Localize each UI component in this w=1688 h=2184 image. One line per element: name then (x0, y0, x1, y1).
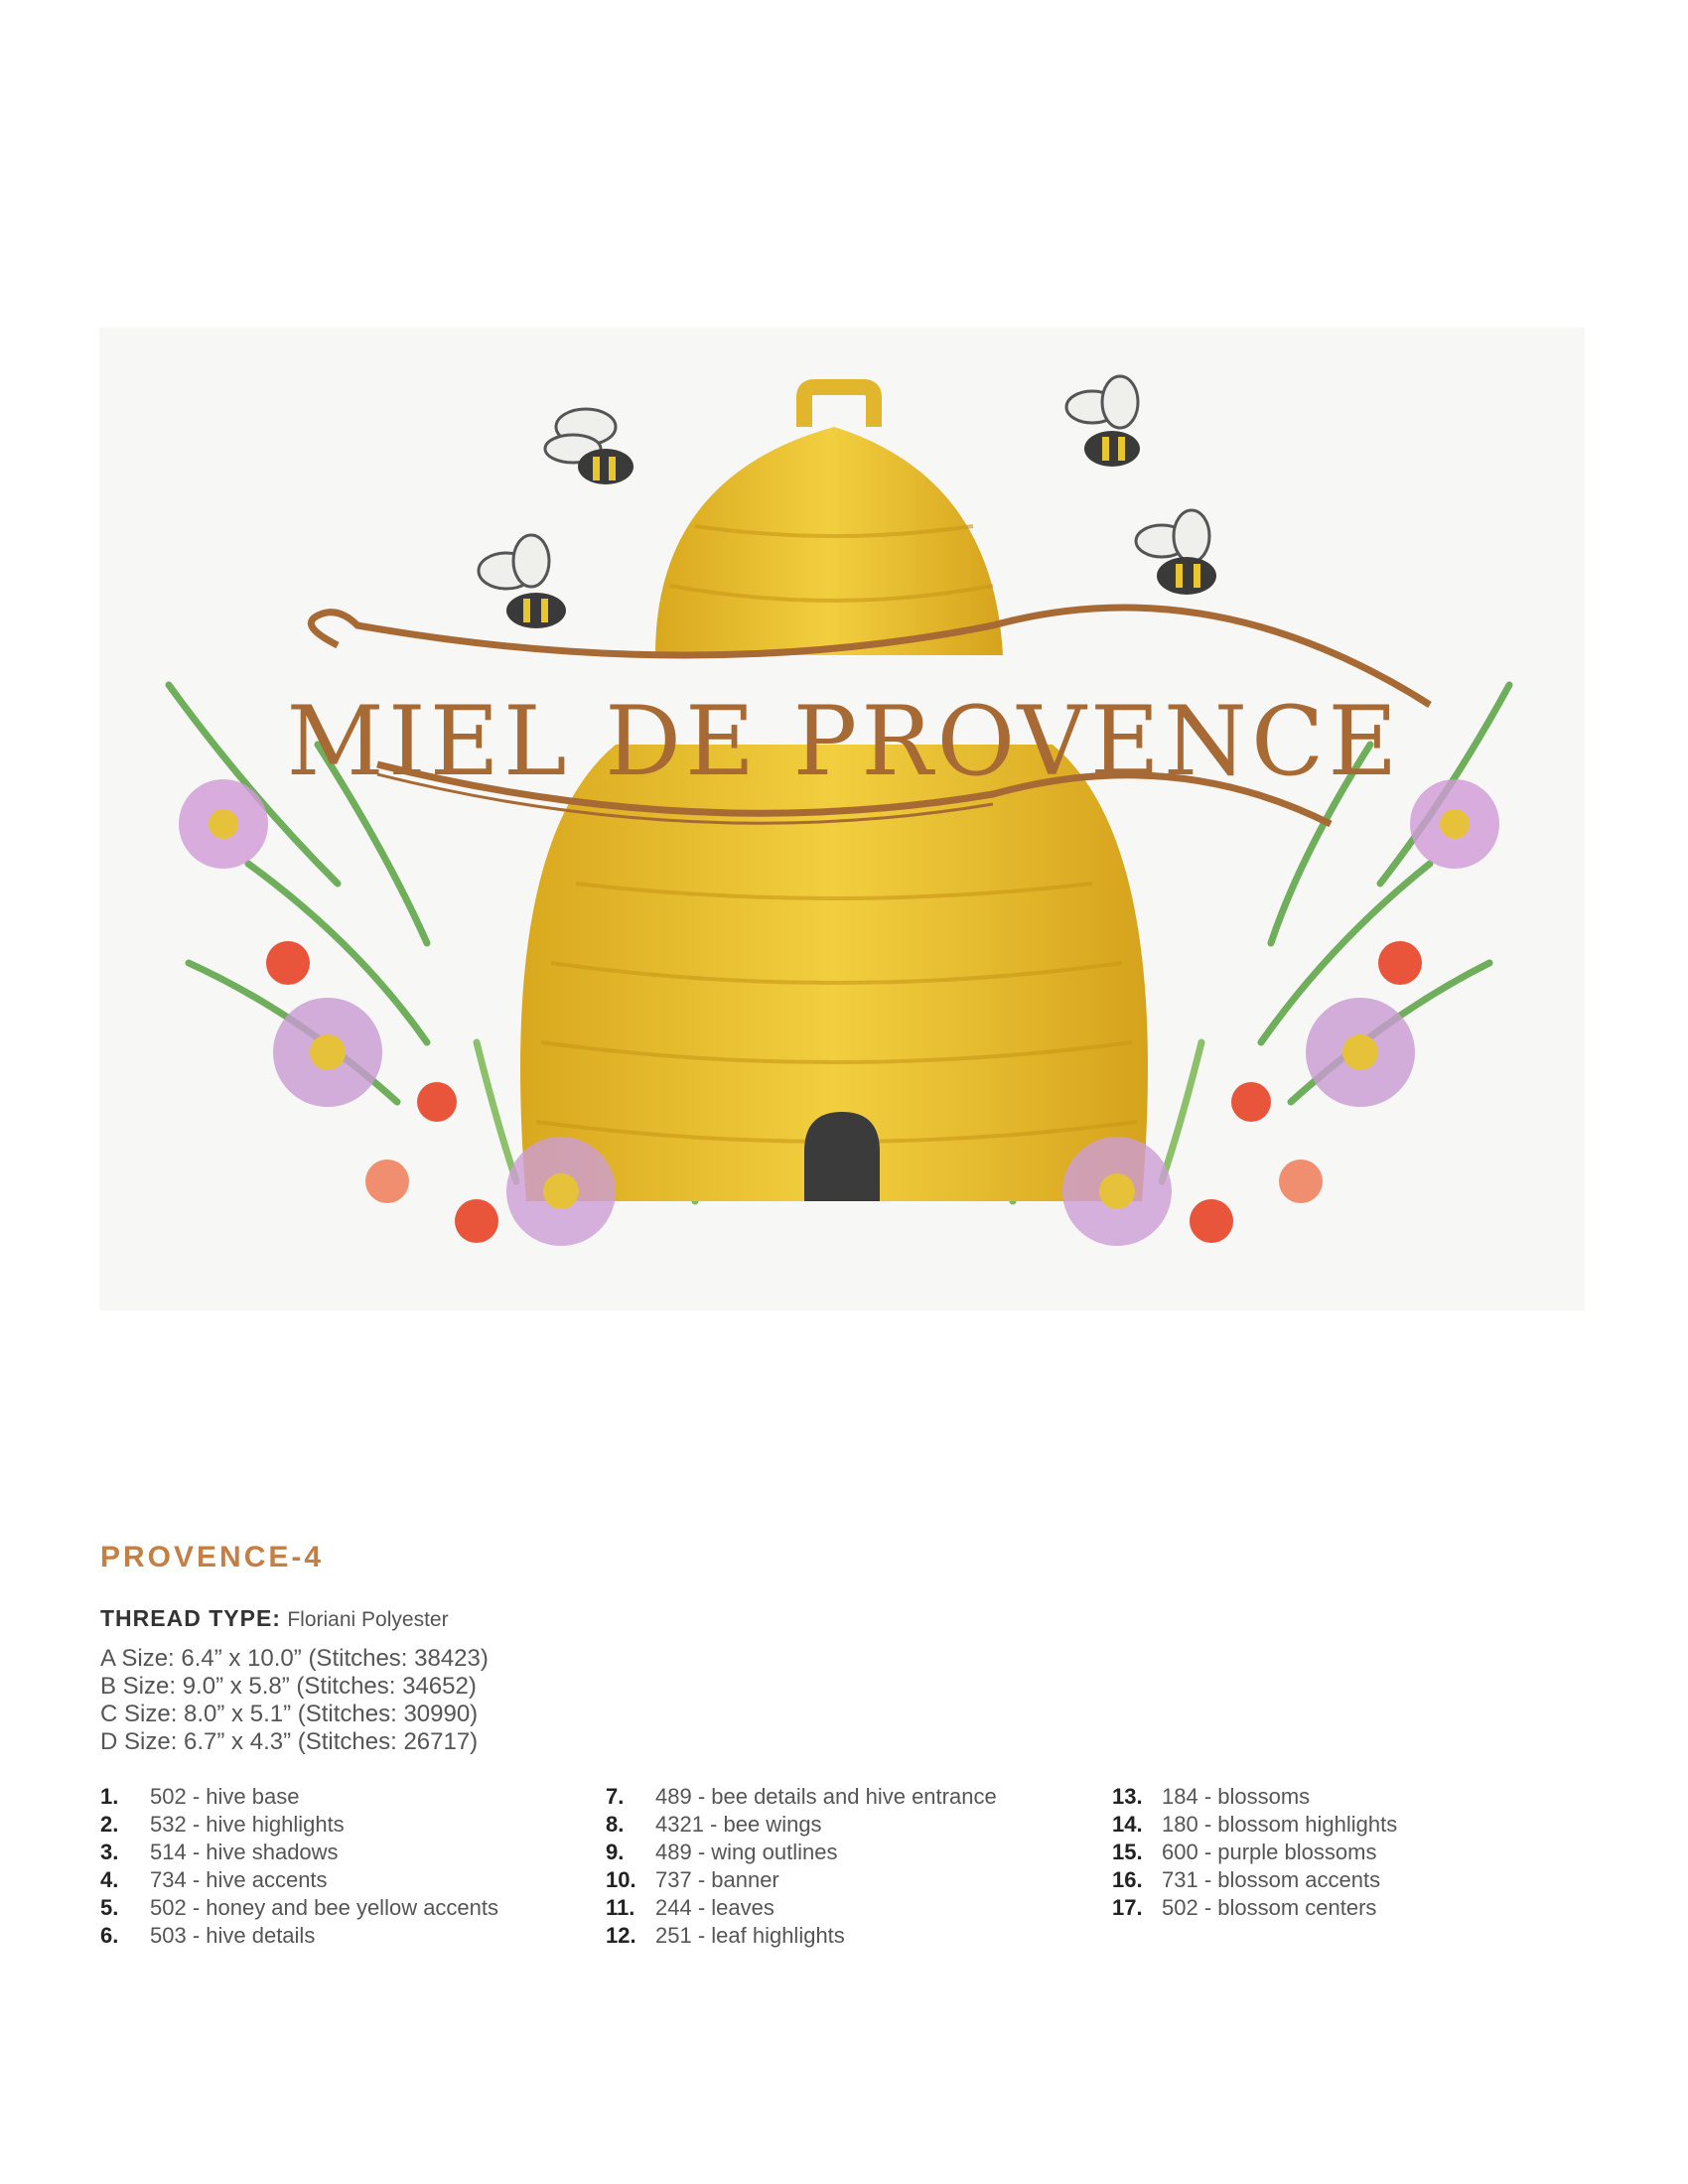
color-description: 244 - leaves (655, 1895, 774, 1920)
color-description: 503 - hive details (150, 1923, 316, 1948)
color-number: 1. (100, 1784, 119, 1809)
size-d: D Size: 6.7” x 4.3” (Stitches: 26717) (100, 1728, 479, 1755)
color-number: 8. (606, 1812, 625, 1837)
color-description: 514 - hive shadows (150, 1840, 339, 1864)
color-description: 532 - hive highlights (150, 1812, 345, 1837)
color-number: 2. (100, 1812, 119, 1837)
color-number: 12. (606, 1923, 636, 1948)
color-number: 15. (1112, 1840, 1143, 1864)
color-description: 502 - blossom centers (1162, 1895, 1377, 1920)
color-number: 10. (606, 1867, 636, 1892)
color-number: 16. (1112, 1867, 1143, 1892)
color-description: 502 - hive base (150, 1784, 300, 1809)
color-description: 489 - bee details and hive entrance (655, 1784, 997, 1809)
color-description: 4321 - bee wings (655, 1812, 822, 1837)
color-description: 737 - banner (655, 1867, 779, 1892)
color-number: 13. (1112, 1784, 1143, 1809)
color-description: 251 - leaf highlights (655, 1923, 845, 1948)
color-number: 7. (606, 1784, 625, 1809)
artwork-banner-text: MIEL DE PROVENCE (286, 686, 1402, 797)
embroidery-photo (99, 328, 1585, 1310)
color-description: 734 - hive accents (150, 1867, 328, 1892)
color-number: 9. (606, 1840, 625, 1864)
color-description: 600 - purple blossoms (1162, 1840, 1377, 1864)
size-c: C Size: 8.0” x 5.1” (Stitches: 30990) (100, 1701, 479, 1727)
size-list (100, 1645, 489, 1756)
color-number: 3. (100, 1840, 119, 1864)
design-title: PROVENCE-4 (100, 1541, 325, 1573)
color-description: 180 - blossom highlights (1162, 1812, 1398, 1837)
color-number: 6. (100, 1923, 119, 1948)
color-number: 5. (100, 1895, 119, 1920)
color-number: 17. (1112, 1895, 1143, 1920)
thread-type (100, 1605, 449, 1632)
color-number: 4. (100, 1867, 119, 1892)
color-number: 11. (606, 1895, 635, 1920)
embroidery-illustration (99, 328, 1585, 1310)
color-description: 489 - wing outlines (655, 1840, 838, 1864)
color-description: 502 - honey and bee yellow accents (150, 1895, 499, 1920)
size-a: A Size: 6.4” x 10.0” (Stitches: 38423) (100, 1645, 489, 1672)
thread-type-value: Floriani Polyester (287, 1608, 449, 1631)
color-number: 14. (1112, 1812, 1143, 1837)
thread-type-label: THREAD TYPE: (100, 1605, 281, 1631)
color-description: 184 - blossoms (1162, 1784, 1311, 1809)
size-b: B Size: 9.0” x 5.8” (Stitches: 34652) (100, 1673, 477, 1700)
color-description: 731 - blossom accents (1162, 1867, 1381, 1892)
